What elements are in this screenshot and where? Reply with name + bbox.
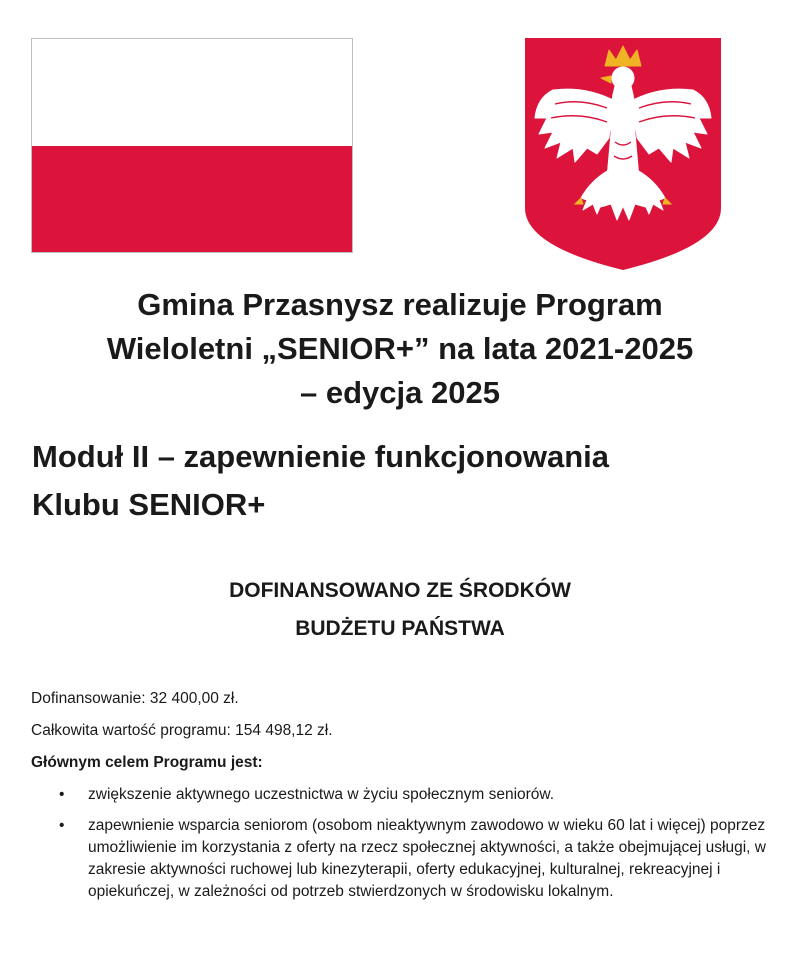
- module-heading: [32, 433, 772, 529]
- module-line-2: Klubu SENIOR+: [32, 487, 266, 522]
- flag-white-stripe: [32, 39, 352, 146]
- bullet-icon: •: [59, 817, 65, 834]
- program-info: [31, 688, 771, 912]
- cofinancing-line-2: BUDŻETU PAŃSTWA: [295, 617, 505, 640]
- goal-text: zapewnienie wsparcia seniorom (osobom nieaktywnym zawodowo w wieku 60 lat i więcej) poprzez umożliwienie im korzystania z oferty na rzecz społecznej aktywności, a także obejmującej usługi, w zakresie aktywności ruchowej lub kinezyterapii, oferty edukacyjnej, kulturalnej, rekreacyjnej i opiekuńczej, w zależności od potrzeb stwierdzonych w środowisku lokalnym.: [88, 817, 766, 900]
- module-line-1: Moduł II – zapewnienie funkcjonowania: [32, 439, 610, 474]
- cofinancing-line-1: DOFINANSOWANO ZE ŚRODKÓW: [229, 579, 571, 602]
- title-line-1: Gmina Przasnysz realizuje Program: [137, 287, 663, 322]
- list-item: [31, 784, 771, 806]
- goal-list: [31, 784, 771, 903]
- cofinancing-heading: [0, 572, 800, 648]
- goal-text: zwiększenie aktywnego uczestnictwa w życiu społecznym seniorów.: [88, 786, 555, 803]
- flag-red-stripe: [32, 146, 352, 253]
- bullet-icon: •: [59, 786, 65, 803]
- title-line-3: – edycja 2025: [300, 375, 500, 410]
- funding-amount: Dofinansowanie: 32 400,00 zł.: [31, 690, 239, 707]
- poland-flag-icon: [31, 38, 353, 253]
- polish-eagle-emblem-icon: [525, 38, 721, 270]
- title-line-2: Wieloletni „SENIOR+” na lata 2021-2025: [106, 331, 694, 366]
- goal-heading: Głównym celem Programu jest:: [31, 754, 263, 771]
- list-item: [31, 815, 771, 903]
- total-value: Całkowita wartość programu: 154 498,12 zł.: [31, 722, 333, 739]
- page-title: [40, 283, 760, 415]
